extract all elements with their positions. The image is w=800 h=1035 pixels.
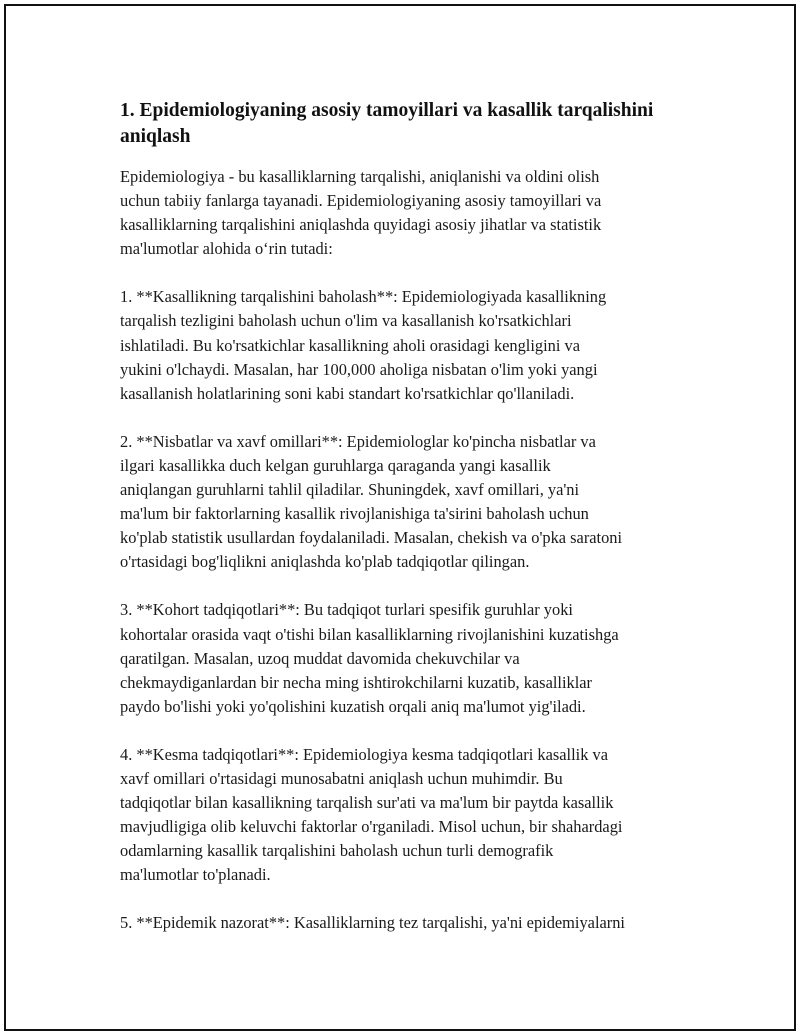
- text-line: 1. **Kasallikning tarqalishini baholash**: Epidemiologiyada kasallikning: [120, 287, 607, 307]
- text-line: tarqalish tezligini baholash uchun o'lim va kasallanish ko'rsatkichlari: [120, 311, 572, 331]
- text-line: uchun tabiiy fanlarga tayanadi. Epidemiologiyaning asosiy tamoyillari va: [120, 191, 602, 211]
- paragraph-item-4: [120, 743, 692, 888]
- text-line: yukini o'lchaydi. Masalan, har 100,000 aholiga nisbatan o'lim yoki yangi: [120, 359, 598, 379]
- text-line: odamlarning kasallik tarqalishini baholash uchun turli demografik: [120, 841, 554, 861]
- text-line: ma'lumotlar alohida oʻrin tutadi:: [120, 239, 333, 259]
- text-line: Epidemiologiya - bu kasalliklarning tarqalishi, aniqlanishi va oldini olish: [120, 167, 600, 186]
- intro-paragraph: [120, 165, 692, 261]
- text-line: 3. **Kohort tadqiqotlari**: Bu tadqiqot turlari spesifik guruhlar yoki: [120, 600, 573, 620]
- text-line: tadqiqotlar bilan kasallikning tarqalish sur'ati va ma'lum bir paytda kasallik: [120, 793, 614, 813]
- paragraph-item-5: [120, 911, 692, 935]
- text-line: paydo bo'lishi yoki yo'qolishini kuzatish orqali aniq ma'lumot yig'iladi.: [120, 696, 586, 716]
- paragraph-item-1: [120, 285, 692, 405]
- text-line: kasallanish holatlarining soni kabi standart ko'rsatkichlar qo'llaniladi.: [120, 383, 575, 403]
- text-line: mavjudligiga olib keluvchi faktorlar o'rganiladi. Misol uchun, bir shahardagi: [120, 817, 623, 837]
- text-line: o'rtasidagi bog'liqlikni aniqlashda ko'plab tadqiqotlar qilingan.: [120, 552, 530, 572]
- text-line: chekmaydiganlardan bir necha ming ishtirokchilarni kuzatib, kasalliklar: [120, 672, 592, 692]
- text-line: ma'lumotlar to'planadi.: [120, 865, 271, 885]
- document-title: [120, 98, 692, 150]
- text-line: ishlatiladi. Bu ko'rsatkichlar kasallikning aholi orasidagi kengligini va: [120, 335, 580, 355]
- title-line: 1. Epidemiologiyaning asosiy tamoyillari va kasallik: [120, 100, 553, 121]
- title-line: tarqalishini aniqlash: [120, 100, 654, 147]
- text-line: 4. **Kesma tadqiqotlari**: Epidemiologiya kesma tadqiqotlari kasallik va: [120, 744, 608, 764]
- text-line: 2. **Nisbatlar va xavf omillari**: Epidemiologlar ko'pincha nisbatlar va: [120, 431, 596, 451]
- paragraph-item-2: [120, 430, 692, 575]
- text-line: kohortalar orasida vaqt o'tishi bilan kasalliklarning rivojlanishini kuzatishga: [120, 624, 619, 644]
- text-line: aniqlangan guruhlarni tahlil qiladilar. Shuningdek, xavf omillari, ya'ni: [120, 480, 580, 500]
- text-line: qaratilgan. Masalan, uzoq muddat davomida chekuvchilar va: [120, 648, 520, 668]
- document-body: [120, 98, 692, 960]
- text-line: ko'plab statistik usullardan foydalaniladi. Masalan, chekish va o'pka saratoni: [120, 528, 623, 548]
- text-line: 5. **Epidemik nazorat**: Kasalliklarning tez tarqalishi, ya'ni epidemiyalarni: [120, 913, 625, 933]
- page-frame: [4, 4, 796, 1031]
- paragraph-item-3: [120, 598, 692, 718]
- text-line: ma'lum bir faktorlarning kasallik rivojlanishiga ta'sirini baholash uchun: [120, 504, 589, 524]
- text-line: kasalliklarning tarqalishini aniqlashda quyidagi asosiy jihatlar va statistik: [120, 215, 602, 235]
- text-line: xavf omillari o'rtasidagi munosabatni aniqlash uchun muhimdir. Bu: [120, 768, 563, 788]
- text-line: ilgari kasallikka duch kelgan guruhlarga qaraganda yangi kasallik: [120, 455, 551, 475]
